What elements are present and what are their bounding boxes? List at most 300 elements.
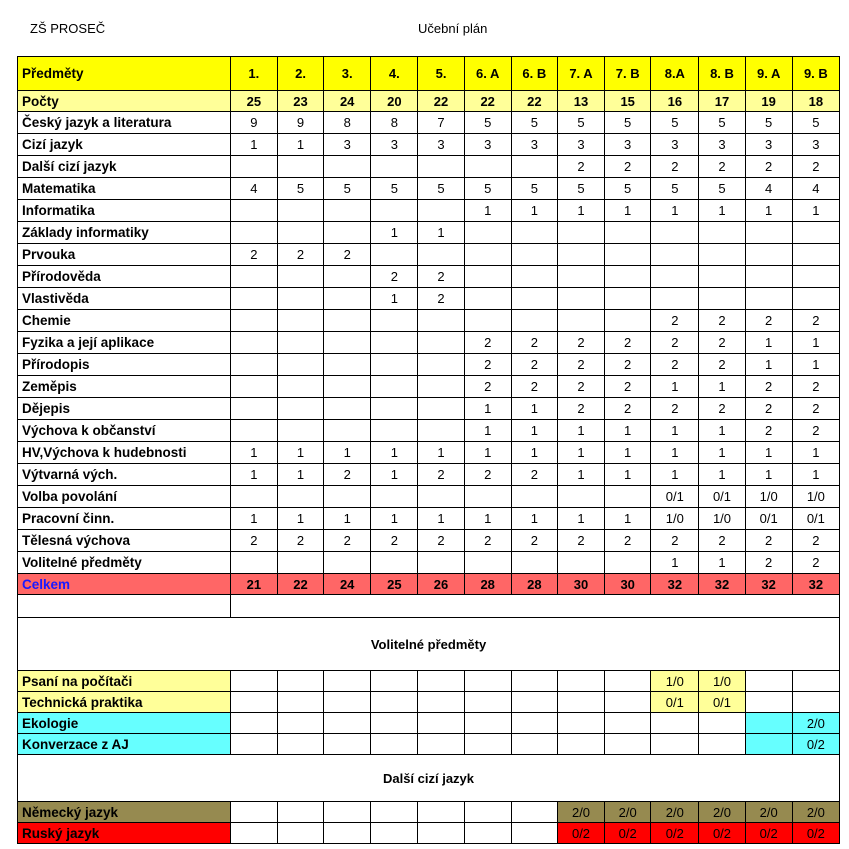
hours-cell [277,376,323,398]
hours-cell: 3 [418,134,464,156]
hours-cell [230,266,277,288]
hours-cell: 1 [511,398,557,420]
page-title: Učební plán [418,21,488,36]
total-cell: 32 [745,574,792,595]
elective-hours-cell [792,692,839,713]
hours-cell: 3 [511,134,557,156]
hours-cell [745,244,792,266]
hours-cell: 1 [699,376,745,398]
hours-cell [557,222,604,244]
hours-cell [277,310,323,332]
elective-hours-cell [371,713,418,734]
hours-cell: 1 [651,376,699,398]
hours-cell [511,156,557,178]
table-row [18,464,840,486]
language-row [18,802,840,823]
hours-cell: 2 [511,354,557,376]
hours-cell: 1 [605,200,651,222]
subject-name: Cizí jazyk [18,134,231,156]
elective-hours-cell [418,671,464,692]
hours-cell [418,200,464,222]
elective-hours-cell [511,734,557,755]
hours-cell: 1 [371,222,418,244]
hours-cell [277,486,323,508]
hours-cell: 5 [699,112,745,134]
hours-cell: 2 [792,420,839,442]
hours-cell [230,420,277,442]
language-hours-cell [464,823,511,844]
hours-cell [418,310,464,332]
elective-hours-cell [371,671,418,692]
elective-hours-cell [277,713,323,734]
total-row [18,574,840,595]
elective-hours-cell [464,734,511,755]
hours-cell: 3 [651,134,699,156]
hours-cell [371,376,418,398]
hours-cell [557,288,604,310]
hours-cell: 2 [557,156,604,178]
elective-name: Technická praktika [18,692,231,713]
hours-cell [699,222,745,244]
total-cell: 30 [605,574,651,595]
hours-cell: 2 [699,156,745,178]
hours-cell [699,288,745,310]
elective-hours-cell [464,671,511,692]
hours-cell: 1 [792,464,839,486]
hours-cell [699,266,745,288]
hours-cell: 1 [557,200,604,222]
class-header: 4. [371,57,418,91]
elective-hours-cell: 1/0 [699,671,745,692]
hours-cell: 2 [651,332,699,354]
hours-cell: 1 [792,200,839,222]
hours-cell [418,156,464,178]
hours-cell: 1 [745,442,792,464]
language-hours-cell: 0/2 [699,823,745,844]
hours-cell: 2 [605,530,651,552]
hours-cell [371,354,418,376]
total-cell: 25 [371,574,418,595]
hours-cell [230,222,277,244]
hours-cell [277,222,323,244]
table-row [18,508,840,530]
hours-cell: 2 [699,310,745,332]
language-hours-cell [230,823,277,844]
hours-cell: 2 [745,310,792,332]
class-header: 9. A [745,57,792,91]
hours-cell: 2 [371,266,418,288]
hours-cell: 1 [699,200,745,222]
hours-cell: 2 [699,332,745,354]
subject-name: HV,Výchova k hudebnosti [18,442,231,464]
hours-cell [464,552,511,574]
hours-cell: 2 [557,530,604,552]
hours-cell: 3 [745,134,792,156]
hours-cell: 2 [745,376,792,398]
hours-cell: 2 [792,376,839,398]
elective-hours-cell [371,734,418,755]
elective-hours-cell [745,734,792,755]
table-row [18,200,840,222]
blank-row [18,595,840,618]
elective-hours-cell [324,671,371,692]
elective-hours-cell [324,734,371,755]
class-header: 8. B [699,57,745,91]
elective-hours-cell [651,713,699,734]
count-cell: 15 [605,91,651,112]
hours-cell [371,486,418,508]
hours-cell: 1/0 [745,486,792,508]
hours-cell: 1 [511,200,557,222]
hours-cell [418,486,464,508]
hours-cell [418,398,464,420]
hours-cell: 9 [277,112,323,134]
hours-cell: 0/1 [699,486,745,508]
hours-cell: 1 [605,464,651,486]
elective-hours-cell [277,734,323,755]
hours-cell: 2 [557,376,604,398]
hours-cell: 2 [605,332,651,354]
hours-cell [557,244,604,266]
hours-cell: 5 [792,112,839,134]
hours-cell: 2 [511,530,557,552]
language-hours-cell [371,823,418,844]
total-cell: 30 [557,574,604,595]
total-cell: 32 [699,574,745,595]
hours-cell: 1 [277,134,323,156]
hours-cell: 2 [605,156,651,178]
hours-cell [324,266,371,288]
hours-cell: 5 [651,112,699,134]
hours-cell: 1 [230,464,277,486]
hours-cell [651,222,699,244]
hours-cell: 1 [699,442,745,464]
elective-hours-cell [418,692,464,713]
hours-cell: 3 [464,134,511,156]
hours-cell: 2 [511,376,557,398]
language-hours-cell: 0/2 [651,823,699,844]
total-cell: 24 [324,574,371,595]
hours-cell [418,332,464,354]
subject-name: Výtvarná vých. [18,464,231,486]
language-hours-cell: 2/0 [557,802,604,823]
hours-cell [277,354,323,376]
hours-cell [230,398,277,420]
language-hours-cell [511,823,557,844]
elective-hours-cell [418,734,464,755]
total-label: Celkem [18,574,231,595]
hours-cell: 2 [230,244,277,266]
hours-cell: 5 [511,112,557,134]
language-name: Německý jazyk [18,802,231,823]
subject-name: Informatika [18,200,231,222]
hours-cell: 1 [324,442,371,464]
hours-cell [324,288,371,310]
hours-cell: 1 [371,288,418,310]
hours-cell: 2 [464,464,511,486]
hours-cell: 2 [511,464,557,486]
hours-cell: 2 [605,376,651,398]
elective-hours-cell [324,692,371,713]
hours-cell: 2 [371,530,418,552]
subject-name: Pracovní činn. [18,508,231,530]
hours-cell [464,486,511,508]
language-hours-cell: 0/2 [605,823,651,844]
hours-cell: 2 [792,310,839,332]
subject-name: Zeměpis [18,376,231,398]
language-name: Ruský jazyk [18,823,231,844]
hours-cell: 1 [605,420,651,442]
hours-cell: 1 [464,200,511,222]
hours-cell [324,156,371,178]
hours-cell [277,200,323,222]
hours-cell [324,332,371,354]
hours-cell [792,288,839,310]
hours-cell: 1 [371,508,418,530]
hours-cell: 1 [745,332,792,354]
elective-hours-cell [418,713,464,734]
hours-cell: 1 [745,464,792,486]
count-cell: 13 [557,91,604,112]
hours-cell: 2 [230,530,277,552]
hours-cell: 1 [699,464,745,486]
hours-cell: 2 [418,288,464,310]
hours-cell [605,244,651,266]
table-row [18,288,840,310]
hours-cell [277,332,323,354]
hours-cell: 2 [792,398,839,420]
hours-cell: 8 [371,112,418,134]
hours-cell: 1 [699,420,745,442]
subject-name: Výchova k občanství [18,420,231,442]
hours-cell [464,244,511,266]
hours-cell: 2 [464,376,511,398]
elective-hours-cell [324,713,371,734]
class-header: 2. [277,57,323,91]
hours-cell [324,376,371,398]
hours-cell: 1 [557,508,604,530]
elective-row [18,671,840,692]
elective-hours-cell [605,734,651,755]
elective-hours-cell [511,692,557,713]
elective-hours-cell: 2/0 [792,713,839,734]
class-header: 6. A [464,57,511,91]
language-hours-cell [418,823,464,844]
hours-cell: 1 [464,420,511,442]
elective-hours-cell [605,671,651,692]
hours-cell [464,156,511,178]
elective-hours-cell [557,734,604,755]
header-row [18,57,840,91]
hours-cell [745,266,792,288]
count-cell: 25 [230,91,277,112]
hours-cell: 2 [511,332,557,354]
hours-cell [230,354,277,376]
elective-hours-cell [792,671,839,692]
hours-cell [557,310,604,332]
elective-hours-cell [371,692,418,713]
hours-cell [230,310,277,332]
elective-row [18,692,840,713]
counts-row [18,91,840,112]
hours-cell [371,420,418,442]
language-hours-cell: 2/0 [699,802,745,823]
elective-hours-cell [605,692,651,713]
hours-cell: 1 [418,222,464,244]
elective-hours-cell [745,671,792,692]
table-row [18,354,840,376]
elective-hours-cell [557,692,604,713]
class-header: 7. A [557,57,604,91]
elective-hours-cell [557,671,604,692]
hours-cell [371,244,418,266]
hours-cell [605,310,651,332]
language-row [18,823,840,844]
hours-cell [371,552,418,574]
hours-cell: 8 [324,112,371,134]
subject-name: Tělesná výchova [18,530,231,552]
total-cell: 22 [277,574,323,595]
hours-cell: 2 [745,530,792,552]
hours-cell [699,244,745,266]
table-row [18,156,840,178]
count-cell: 19 [745,91,792,112]
hours-cell [324,552,371,574]
hours-cell: 1 [277,464,323,486]
class-header: 7. B [605,57,651,91]
subject-name: Dějepis [18,398,231,420]
table-row [18,134,840,156]
table-row [18,486,840,508]
hours-cell: 2 [745,398,792,420]
count-cell: 16 [651,91,699,112]
hours-cell: 3 [324,134,371,156]
hours-cell: 2 [699,354,745,376]
language-hours-cell [230,802,277,823]
hours-cell: 1 [511,508,557,530]
hours-cell: 9 [230,112,277,134]
count-cell: 23 [277,91,323,112]
elective-hours-cell [745,713,792,734]
count-cell: 22 [418,91,464,112]
hours-cell: 1 [745,200,792,222]
hours-cell: 0/1 [651,486,699,508]
language-hours-cell [371,802,418,823]
total-cell: 32 [651,574,699,595]
hours-cell [464,310,511,332]
hours-cell: 2 [745,552,792,574]
hours-cell [230,552,277,574]
hours-cell: 2 [418,266,464,288]
hours-cell [230,376,277,398]
hours-cell [371,200,418,222]
hours-cell: 2 [557,332,604,354]
hours-cell: 5 [464,178,511,200]
language-hours-cell [464,802,511,823]
hours-cell [230,288,277,310]
hours-cell: 1 [230,442,277,464]
class-header: 3. [324,57,371,91]
total-cell: 21 [230,574,277,595]
hours-cell: 5 [277,178,323,200]
elective-hours-cell [511,671,557,692]
hours-cell: 5 [557,178,604,200]
section-title-row [18,755,840,802]
total-cell: 28 [511,574,557,595]
elective-hours-cell: 0/2 [792,734,839,755]
hours-cell [464,266,511,288]
total-cell: 32 [792,574,839,595]
elective-hours-cell [464,692,511,713]
hours-cell: 2 [699,398,745,420]
hours-cell: 1 [418,508,464,530]
hours-cell: 2 [745,156,792,178]
hours-cell [651,288,699,310]
table-row [18,266,840,288]
hours-cell [557,486,604,508]
hours-cell: 4 [745,178,792,200]
hours-cell: 2 [792,156,839,178]
hours-cell [511,266,557,288]
hours-cell: 1/0 [699,508,745,530]
hours-cell [324,354,371,376]
hours-cell: 1 [557,420,604,442]
language-hours-cell: 0/2 [557,823,604,844]
hours-cell: 4 [230,178,277,200]
hours-cell [418,376,464,398]
hours-cell [277,420,323,442]
hours-cell [230,486,277,508]
hours-cell [464,288,511,310]
hours-cell [511,244,557,266]
hours-cell: 2 [418,530,464,552]
elective-hours-cell [699,713,745,734]
class-header: 8.A [651,57,699,91]
hours-cell: 2 [324,244,371,266]
hours-cell [324,398,371,420]
language-hours-cell: 0/2 [745,823,792,844]
hours-cell [557,552,604,574]
hours-cell: 5 [745,112,792,134]
elective-hours-cell [230,713,277,734]
hours-cell: 2 [699,530,745,552]
elective-hours-cell [277,692,323,713]
hours-cell: 1 [792,354,839,376]
hours-cell: 2 [557,354,604,376]
hours-cell: 3 [792,134,839,156]
hours-cell: 2 [651,354,699,376]
class-header: 5. [418,57,464,91]
subject-name: Přírodověda [18,266,231,288]
hours-cell: 2 [792,530,839,552]
hours-cell: 2 [651,398,699,420]
hours-cell [277,156,323,178]
hours-cell: 1 [418,442,464,464]
language-hours-cell: 0/2 [792,823,839,844]
elective-hours-cell: 1/0 [651,671,699,692]
total-cell: 26 [418,574,464,595]
hours-cell: 5 [464,112,511,134]
hours-cell: 3 [605,134,651,156]
total-cell: 28 [464,574,511,595]
hours-cell [511,222,557,244]
hours-cell: 1 [651,420,699,442]
language-hours-cell: 2/0 [651,802,699,823]
hours-cell [605,288,651,310]
hours-cell: 1 [557,464,604,486]
hours-cell [511,486,557,508]
count-cell: 24 [324,91,371,112]
